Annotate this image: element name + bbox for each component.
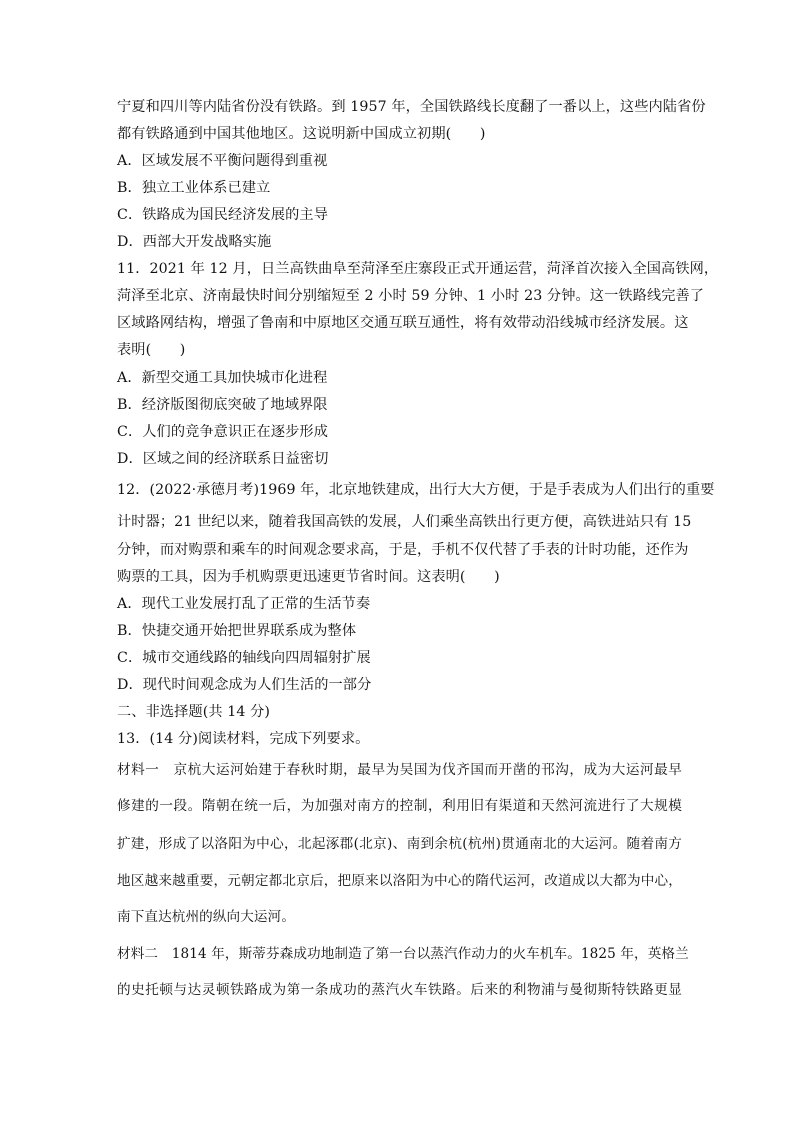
q11-option-d: D．区域之间的经济联系日益密切 (117, 451, 329, 467)
q12-option-c: C．城市交通线路的轴线向四周辐射扩展 (117, 650, 371, 666)
q10-option-c: C．铁路成为国民经济发展的主导 (117, 207, 328, 223)
material1-line-1: 材料一 京杭大运河始建于春秋时期，最早为吴国为伐齐国而开凿的邗沟，成为大运河最早 (117, 762, 682, 778)
material2-line-2: 的史托顿与达灵顿铁路成为第一条成功的蒸汽火车铁路。后来的利物浦与曼彻斯特铁路更显 (117, 982, 682, 998)
q11-stem-line-3: 区域路网结构，增强了鲁南和中原地区交通互联互通性，将有效带动沿线城市经济发展。这 (117, 315, 689, 331)
q12-stem-line-4: 购票的工具，因为手机购票更迅速更节省时间。这表明( ) (117, 569, 500, 585)
q10-option-b: B．独立工业体系已建立 (117, 180, 271, 196)
q12-stem-line-3: 分钟，而对购票和乘车的时间观念要求高，于是，手机不仅代替了手表的计时功能，还作为 (117, 542, 689, 558)
q12-stem-line-1: 12．(2022·承德月考)1969 年，北京地铁建成，出行大大方便，于是手表成为人们出行的重要 (117, 482, 715, 498)
q12-option-d: D．现代时间观念成为人们生活的一部分 (117, 677, 372, 693)
section-heading: 二、非选择题(共 14 分) (117, 704, 271, 720)
q11-option-b: B．经济版图彻底突破了地域界限 (117, 397, 328, 413)
q12-option-a: A．现代工业发展打乱了正常的生活节奏 (117, 596, 371, 612)
q10-stem-line-1: 宁夏和四川等内陆省份没有铁路。到 1957 年，全国铁路线长度翻了一番以上，这些内陆省份 (117, 99, 706, 115)
q11-stem-line-2: 菏泽至北京、济南最快时间分别缩短至 2 小时 59 分钟、1 小时 23 分钟。这一铁路线完善了 (117, 288, 705, 304)
material1-line-4: 地区越来越重要，元朝定都北京后，把原来以洛阳为中心的隋代运河，改道成以大都为中心， (117, 873, 682, 889)
material1-line-5: 南下直达杭州的纵向大运河。 (117, 909, 296, 925)
material2-line-1: 材料二 1814 年，斯蒂芬森成功地制造了第一台以蒸汽作动力的火车机车。1825 年，英格兰 (117, 946, 689, 962)
q12-option-b: B．快捷交通开始把世界联系成为整体 (117, 623, 357, 639)
q11-option-a: A．新型交通工具加快城市化进程 (117, 370, 328, 386)
q10-option-a: A．区域发展不平衡问题得到重视 (117, 153, 328, 169)
q11-stem-line-1: 11．2021 年 12 月，日兰高铁曲阜至菏泽至庄寨段正式开通运营，菏泽首次接入全国高铁网， (117, 261, 719, 277)
q11-stem-line-4: 表明( ) (117, 342, 186, 358)
q12-stem-line-2: 计时器；21 世纪以来，随着我国高铁的发展，人们乘坐高铁出行更方便，高铁进站只有 15 (117, 514, 692, 530)
q13-stem: 13．(14 分)阅读材料，完成下列要求。 (117, 731, 370, 747)
q10-stem-line-2: 都有铁路通到中国其他地区。这说明新中国成立初期( ) (117, 126, 486, 142)
q10-option-d: D．西部大开发战略实施 (117, 234, 272, 250)
material1-line-3: 扩建，形成了以洛阳为中心，北起涿郡(北京)、南到余杭(杭州)贯通南北的大运河。随着南方 (117, 836, 682, 852)
q11-option-c: C．人们的竞争意识正在逐步形成 (117, 424, 328, 440)
material1-line-2: 修建的一段。隋朝在统一后，为加强对南方的控制，利用旧有渠道和天然河流进行了大规模 (117, 798, 682, 814)
